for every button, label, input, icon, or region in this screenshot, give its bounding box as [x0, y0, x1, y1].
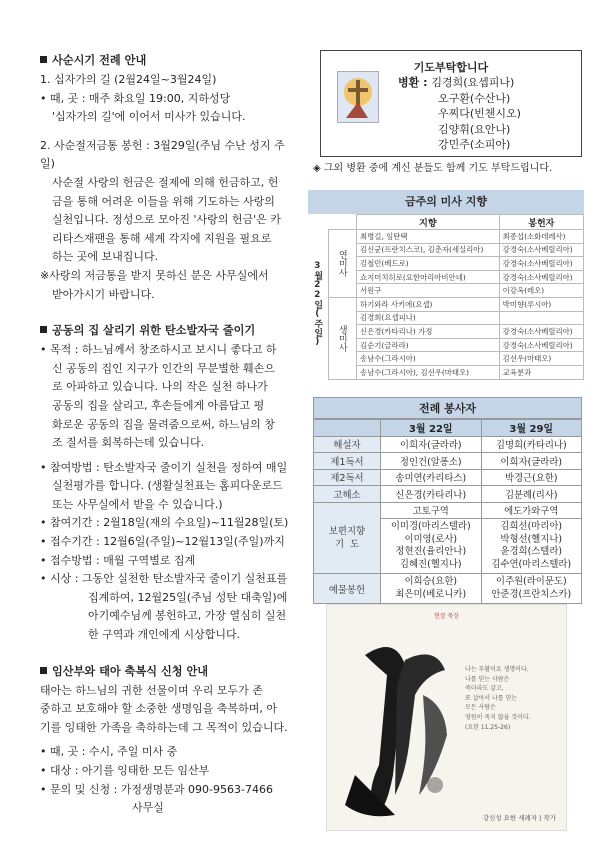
carbon-method-line: • 참여방법 : 탄소발자국 줄이기 실천을 정하여 매일: [40, 460, 288, 474]
pregnancy-target: • 대상 : 아기를 잉태한 모든 임산부: [40, 764, 210, 777]
carbon-award-line: 한 구역과 개인에게 시상합니다.: [88, 628, 241, 642]
caption-line: 모든 사람은: [465, 704, 496, 712]
mass-col-offerer: 봉헌자: [499, 215, 583, 230]
sick-list: [398, 75, 521, 153]
lent-box-line: 금을 통해 어려운 이들을 위해 기도하는 사랑의: [52, 194, 275, 208]
liturgy-server: 김분례(리사): [481, 486, 582, 503]
mass-intent: 김경희(요셉피나): [357, 311, 500, 325]
liturgy-servers-table: [313, 419, 582, 604]
caption-line: 나는 부활이요 생명이다.: [465, 666, 529, 673]
liturgy-server: 이희자(글라라): [481, 453, 582, 470]
pregnancy-time: • 때, 곳 : 수시, 주일 미사 중: [40, 745, 178, 759]
mass-group-living: 생미사: [328, 297, 357, 379]
carbon-method-line: 또는 사무실에서 받을 수 있습니다.): [52, 497, 223, 511]
liturgy-role-offering: 예물봉헌: [314, 574, 381, 604]
bullet-square-icon: [40, 667, 47, 674]
prayer-title: 기도부탁합니다: [413, 61, 489, 74]
liturgy-server: 이주원(라이문도): [495, 576, 567, 587]
mass-intent: 김철민(베드로): [357, 257, 500, 271]
liturgy-role: 고해소: [314, 486, 381, 503]
mass-date: 3월22일(주일): [312, 261, 323, 348]
liturgy-server: 정현진(율리안나): [395, 546, 467, 557]
caption-line: (요한 11,25-26): [465, 723, 511, 731]
carbon-period: • 참여기간 : 2월18일(재의 수요일)~11월28일(토): [40, 516, 289, 530]
pregnancy-intro-line: 중하고 보호해야 할 소중한 생명임을 축복하며, 아: [40, 702, 277, 716]
liturgy-offering-list1: [381, 574, 482, 604]
lent-section-title: 사순시기 전례 안내: [40, 52, 298, 71]
lent-note-line: ※사랑의 저금통을 받지 못하신 분은 사무실에서: [40, 268, 269, 282]
mass-intent: 송남수(그라시아), 김선우(마태오): [357, 365, 500, 379]
prayer-note: ◈ 그외 병환 중에 계신 분들도 함께 기도 부탁드립니다.: [313, 163, 553, 174]
pregnancy-intro-line: 태아는 하느님의 귀한 선물이며 우리 모두가 존: [40, 683, 263, 697]
sick-name: 김양휘(요안나): [438, 122, 511, 136]
mass-offerer: 강경숙(소사베릴리아): [499, 243, 583, 257]
scripture-caption: [465, 665, 531, 732]
liturgy-server: 박형선(헬지나): [500, 533, 563, 545]
pregnancy-contact-office: 사무실: [132, 801, 164, 815]
liturgy-server: 안준경(프란치스카): [491, 588, 572, 600]
liturgy-server: 윤경희(스텔라): [500, 546, 563, 557]
mass-offerer: 김선우(마태오): [499, 352, 583, 366]
sick-label: 병환 :: [398, 76, 432, 89]
liturgy-server: 최은미(베로니카): [395, 588, 467, 600]
carbon-purpose-line: 신 공동의 집인 지구가 인간의 무분별한 훼손으: [52, 361, 275, 375]
artwork-tag: 현장 묵상: [433, 613, 460, 620]
liturgy-server: 정인건(알퐁소): [381, 453, 482, 470]
bullet-square-icon: [40, 326, 47, 333]
carbon-award-line: • 시상 : 그동안 실천한 탄소발자국 줄이기 실천표를: [40, 572, 288, 586]
liturgy-servers-title: 전례 봉사자: [313, 397, 582, 419]
liturgy-server: 이미경(마리스텔라): [390, 521, 471, 532]
liturgy-subgroup: 에도가와구역: [481, 502, 582, 519]
lent-note-line: 받아가시기 바랍니다.: [52, 287, 155, 301]
liturgy-prayer-list1: [381, 519, 482, 574]
mass-intent: 쇼지미치히로(요한마리아비안네): [357, 270, 500, 284]
lent-box-line: 하는 곳에 보내집니다.: [52, 250, 159, 264]
mass-intent: 서원구: [357, 284, 500, 298]
carbon-section-title: 공동의 집 살리기 위한 탄소발자국 줄이기: [40, 322, 298, 341]
liturgy-role-prayer: 보편지향 기 도: [314, 502, 381, 574]
sick-name: 김경희(요셉피나): [431, 76, 515, 89]
carbon-purpose-line: • 목적 : 하느님께서 창조하시고 보시니 좋다고 하: [40, 343, 277, 357]
carbon-purpose-line: 로 아파하고 있습니다. 나의 작은 실천 하나가: [52, 380, 268, 394]
carbon-award-line: 집계하여, 12월25일(주님 성탄 대축일)에: [88, 590, 288, 604]
pregnancy-contact: • 문의 및 신청 : 가정생명분과 090-9563-7466: [40, 782, 273, 796]
carbon-purpose-line: 공동의 집을 살리고, 후손들에게 아름답고 평: [52, 398, 265, 412]
liturgy-server: 이희자(글라라): [381, 436, 482, 453]
mass-offerer: 교육분과: [499, 365, 583, 379]
mass-offerer: 강경숙(소사베릴리아): [499, 325, 583, 339]
liturgy-prayer-list2: [481, 519, 582, 574]
liturgy-server: 김희선(마리아): [500, 521, 563, 532]
sick-name: 강민주(소피아): [438, 138, 511, 151]
liturgy-server: 김명희(카타리나): [481, 436, 582, 453]
sick-name: 우찌다(빈첸시오): [438, 107, 521, 120]
caption-line: 또 살아서 나를 믿는: [465, 694, 518, 702]
mass-group-requiem: 연미사: [328, 230, 357, 298]
stations-time: • 때, 곳 : 매주 화요일 19:00, 지하성당: [40, 91, 231, 105]
liturgy-server: 김수연(마리스텔라): [491, 558, 572, 570]
liturgy-server: 송미연(카리타스): [381, 469, 482, 486]
bullet-square-icon: [40, 56, 47, 63]
liturgy-server: 김혜진(헬지나): [399, 558, 462, 570]
carbon-purpose-line: 화로운 공동의 집을 물려줌으로써, 하느님의 창: [52, 417, 275, 431]
mass-offerer: 이강옥(레오): [499, 284, 583, 298]
caption-line: 나를 믿는 사람은: [465, 675, 510, 683]
carbon-collect: • 접수기간 : 12월6일(주일)~12월13일(주일)까지: [40, 535, 285, 549]
artist-signature: 강신성 요한 세례자 | 작가: [482, 814, 556, 822]
lent-box-line: 사순절 사랑의 헌금은 절제에 의해 헌금하고, 헌: [52, 175, 279, 189]
mass-offerer: 강경숙(소사베릴리아): [499, 257, 583, 271]
caption-line: 죽더라도 살고,: [465, 685, 504, 693]
mass-offerer: 강경숙(소사베릴리아): [499, 338, 583, 352]
liturgy-col-date1: 3월 22일: [381, 420, 482, 437]
carbon-purpose-line: 조 질서를 회복하는데 있습니다.: [52, 436, 205, 450]
liturgy-server: 박경근(요한): [481, 469, 582, 486]
sick-name: 오구환(수산나): [438, 91, 511, 105]
lent-box-line: 2. 사순절저금통 봉헌 : 3월29일(주님 수난 성지 주일): [40, 138, 285, 171]
liturgy-subgroup: 고토구역: [381, 502, 482, 519]
carbon-method-line: 실천평가를 합니다. (생활실천표는 홈피다운로드: [52, 479, 283, 493]
liturgy-role: 제1독서: [314, 453, 381, 470]
liturgy-server: 신은경(카타리나): [381, 486, 482, 503]
mass-offerer: [499, 311, 583, 325]
caption-line: 영원히 죽지 않을 것이다.: [465, 713, 531, 721]
mass-offerer: 박미향(루시아): [499, 297, 583, 311]
liturgy-offering-list2: [481, 574, 582, 604]
mass-intent: 신은경(카타리나) 가정: [357, 325, 500, 339]
mass-intent: 김신균(프란치스코), 김춘자(세실리아): [357, 243, 500, 257]
liturgy-server: 이미영(로사): [404, 533, 458, 545]
mass-intent: 송남수(그라시아): [357, 352, 500, 366]
praying-figure-icon: [337, 71, 379, 123]
mass-offerer: 강경숙(소사베릴리아): [499, 270, 583, 284]
mass-intent: 김순기(글라라): [357, 338, 500, 352]
liturgy-corner: [314, 420, 381, 437]
mass-col-intent: 지향: [357, 215, 500, 230]
liturgy-role: 제2독서: [314, 469, 381, 486]
liturgy-col-date2: 3월 29일: [481, 420, 582, 437]
calligraphy-brush-art: [335, 625, 465, 825]
mass-intention-table: [308, 214, 584, 380]
carbon-award-line: 아기예수님께 봉헌하고, 가장 열심히 실천: [88, 609, 287, 623]
mass-intention-title: 금주의 미사 지향: [308, 190, 584, 214]
pregnancy-intro-line: 기를 잉태한 가족을 축하하는데 그 목적이 있습니다.: [40, 720, 288, 734]
pregnancy-section-title: 임산부와 태아 축복식 신청 안내: [40, 663, 298, 682]
mass-offerer: 최종섭(소화데레사): [499, 230, 583, 244]
stations-note: '십자가의 길'에 이어서 미사가 있습니다.: [52, 110, 246, 124]
mass-intent: 하기와라 사키에(요셉): [357, 297, 500, 311]
liturgy-server: 이희승(요한): [404, 576, 458, 587]
carbon-collect-method: • 접수방법 : 매월 구역별로 집계: [40, 553, 196, 567]
mass-intent: 최병길, 임탄택: [357, 230, 500, 244]
stations-cross-item: 1. 십자가의 길 (2월24일~3월24일): [40, 73, 217, 86]
calligraphy-artwork: [326, 604, 567, 831]
lent-box-line: 실천입니다. 정성으로 모아진 '사랑의 헌금'은 카: [52, 213, 281, 227]
left-column: [40, 52, 298, 818]
lent-box-line: 리타스재팬을 통해 세계 각지에 지원을 필요로: [52, 231, 272, 245]
liturgy-role: 해설자: [314, 436, 381, 453]
prayer-request-box: [320, 50, 582, 157]
